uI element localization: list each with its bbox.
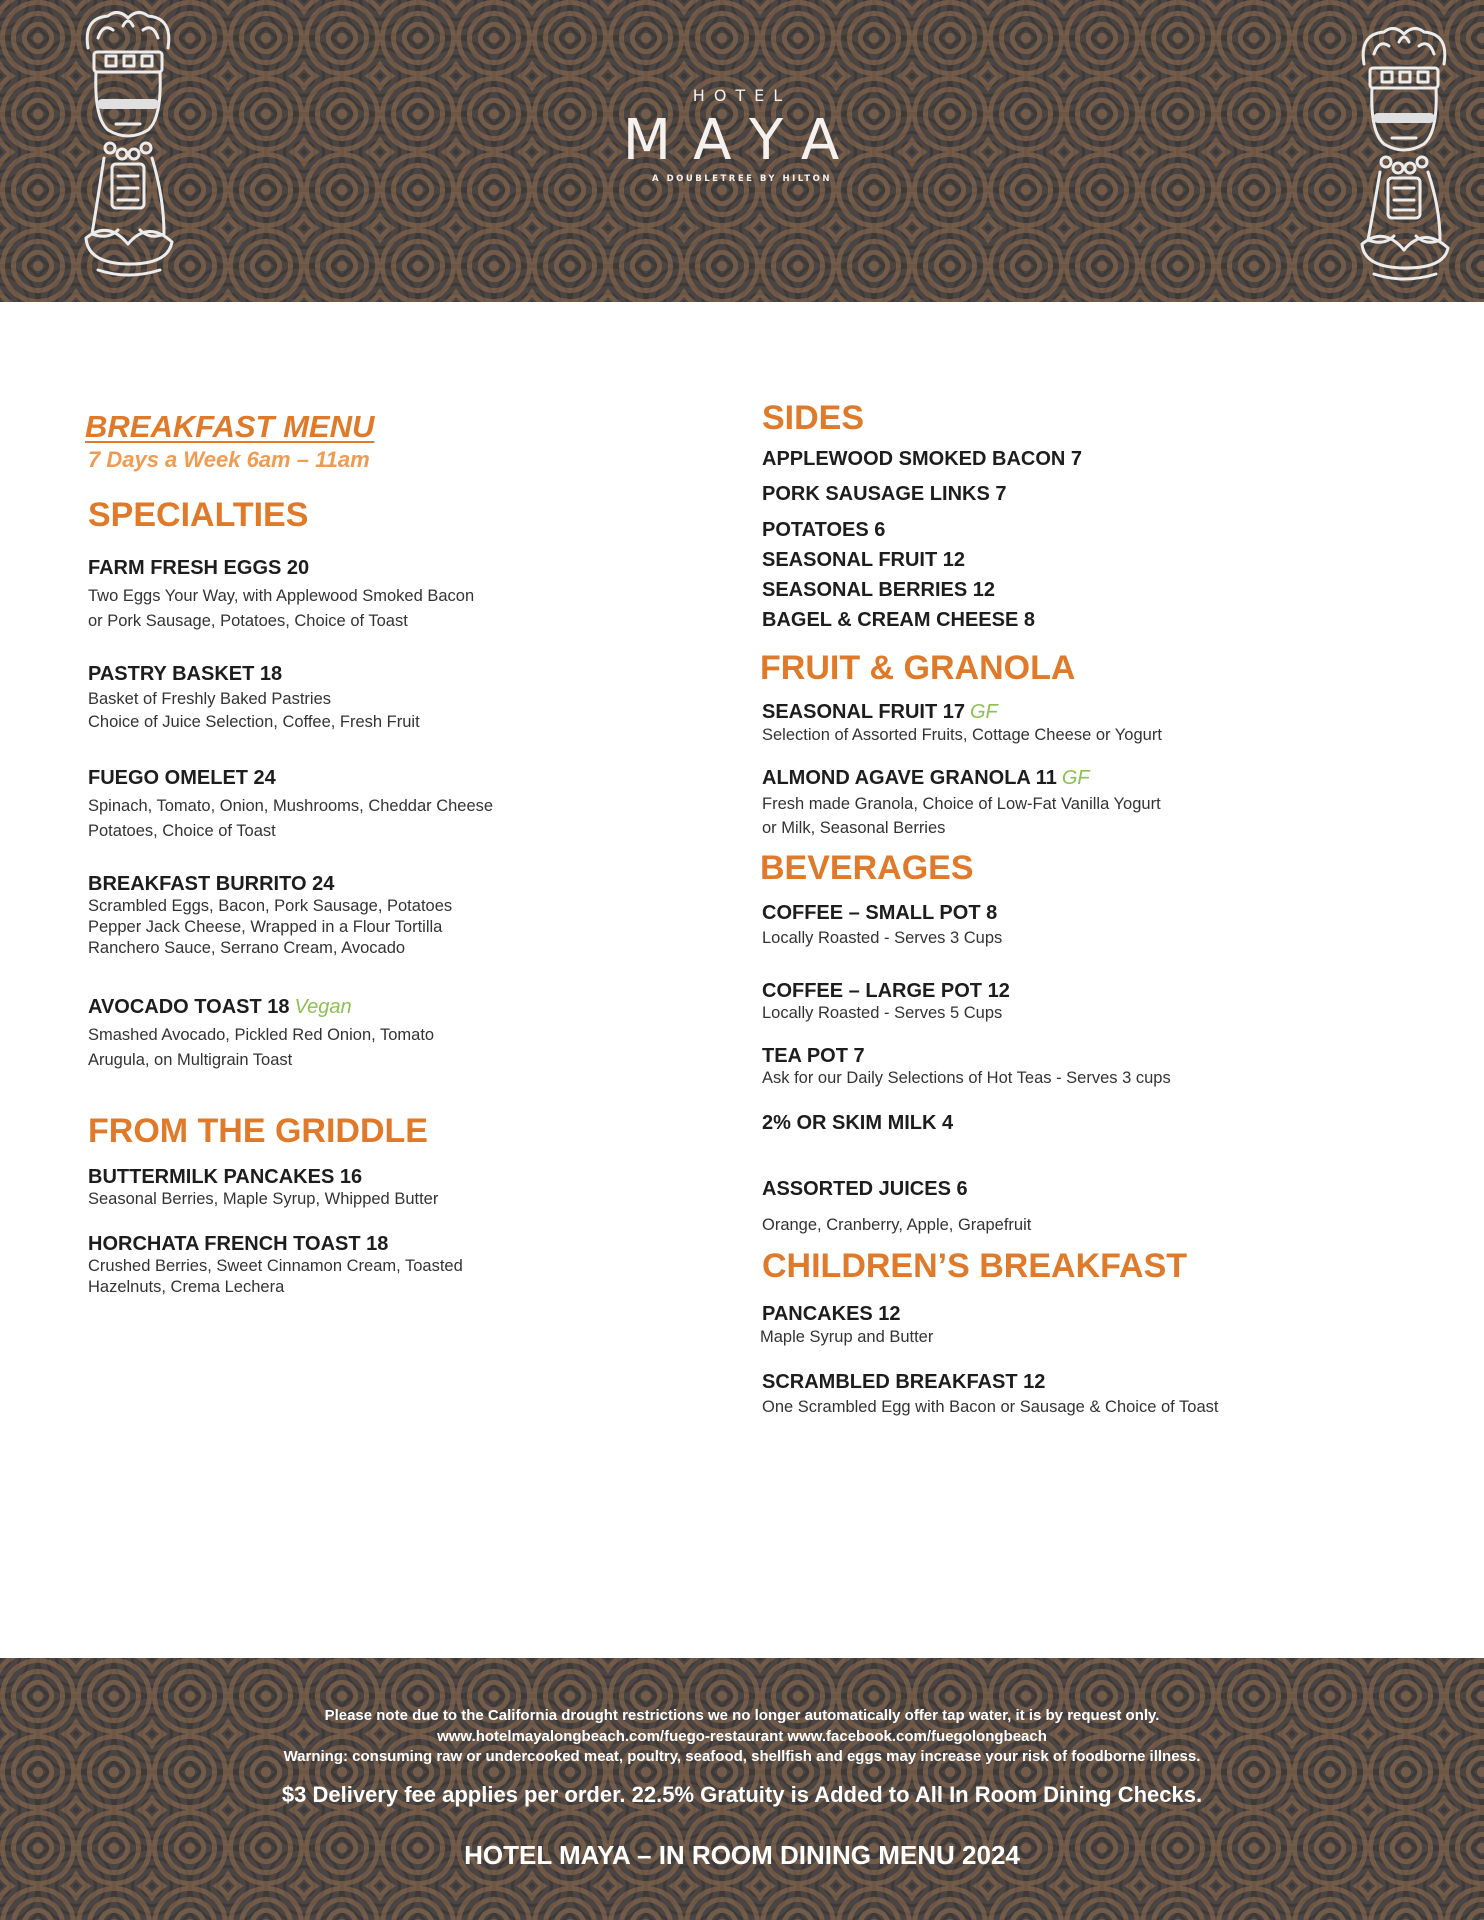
menu-item	[762, 1177, 1402, 1236]
item-name: FUEGO OMELET 24	[88, 767, 276, 790]
item-name: PASTRY BASKET 18	[88, 663, 283, 686]
gf-tag: GF	[970, 700, 998, 723]
item-description	[88, 688, 648, 734]
item-description-line: Selection of Assorted Fruits, Cottage Cheese or Yogurt	[762, 725, 1162, 744]
item-description	[88, 1256, 648, 1298]
menu-item	[762, 979, 1402, 1024]
item-name-row	[88, 995, 648, 1019]
vegan-tag: Vegan	[294, 996, 352, 1019]
item-name: BREAKFAST BURRITO 24	[88, 873, 335, 896]
item-description-line: Locally Roasted - Serves 3 Cups	[762, 929, 1003, 948]
item-name: 2% OR SKIM MILK 4	[762, 1112, 954, 1135]
item-name: SCRAMBLED BREAKFAST 12	[762, 1370, 1046, 1393]
item-description-line: Basket of Freshly Baked Pastries	[88, 690, 332, 709]
section-title-beverages: BEVERAGES	[760, 848, 974, 887]
menu-item	[762, 1111, 1402, 1135]
sides-list	[762, 447, 1402, 638]
item-description	[762, 927, 1402, 949]
item-description	[88, 794, 648, 844]
item-name: AVOCADO TOAST 18	[88, 996, 290, 1019]
item-name: TEA POT 7	[762, 1045, 865, 1068]
item-description	[760, 1326, 1402, 1348]
side-item: APPLEWOOD SMOKED BACON 7	[762, 448, 1083, 471]
menu-item	[762, 1370, 1402, 1418]
item-name-row	[762, 700, 1402, 724]
logo-subtitle: A DOUBLETREE BY HILTON	[652, 174, 832, 184]
item-description-line: Locally Roasted - Serves 5 Cups	[762, 1004, 1003, 1023]
food-safety-warning: Warning: consuming raw or undercooked meat, poultry, seafood, shellfish and eggs may increase your risk of foodborne illness.	[283, 1748, 1201, 1765]
menu-item	[88, 662, 648, 734]
item-description-line: Ranchero Sauce, Serrano Cream, Avocado	[88, 939, 406, 958]
item-description	[88, 1023, 648, 1073]
item-description-line: or Milk, Seasonal Berries	[762, 818, 946, 837]
item-description-line: Hazelnuts, Crema Lechera	[88, 1277, 285, 1296]
menu-item	[762, 700, 1402, 746]
drought-note: Please note due to the California drought restrictions we no longer automatically offer tap water, it is by request only.	[324, 1707, 1160, 1724]
right-menu-column	[762, 400, 1402, 1418]
header-banner	[0, 0, 1484, 302]
item-description-line: Arugula, on Multigrain Toast	[88, 1051, 293, 1070]
item-description	[762, 792, 1402, 840]
item-name: FARM FRESH EGGS 20	[88, 557, 310, 580]
item-description-line: Orange, Cranberry, Apple, Grapefruit	[762, 1216, 1032, 1235]
mayan-idol-illustration	[1344, 8, 1464, 288]
item-description-line: Pepper Jack Cheese, Wrapped in a Flour Tortilla	[88, 918, 443, 937]
item-description	[762, 1396, 1402, 1418]
logo-hotel-word: HOTEL	[692, 86, 792, 105]
section-title-griddle: FROM THE GRIDDLE	[88, 1112, 428, 1151]
side-item: POTATOES 6	[762, 519, 886, 542]
item-description-line: Maple Syrup and Butter	[760, 1327, 934, 1346]
menu-item	[762, 901, 1402, 949]
item-name: ALMOND AGAVE GRANOLA 11	[762, 766, 1057, 789]
menu-item	[762, 1044, 1402, 1089]
item-description	[762, 1068, 1402, 1089]
menu-item	[88, 995, 648, 1073]
item-description-line: Crushed Berries, Sweet Cinnamon Cream, Toasted	[88, 1256, 463, 1275]
section-title-fruit-granola: FRUIT & GRANOLA	[760, 649, 1076, 688]
item-name: BUTTERMILK PANCAKES 16	[88, 1165, 363, 1188]
item-description-line: Spinach, Tomato, Onion, Mushrooms, Cheddar Cheese	[88, 797, 494, 816]
item-description-line: Two Eggs Your Way, with Applewood Smoked Bacon	[88, 587, 475, 606]
side-item: PORK SAUSAGE LINKS 7	[762, 483, 1007, 506]
gf-tag: GF	[1061, 766, 1090, 789]
footer-notes	[0, 1706, 1484, 1768]
logo-maya-word: MAYA	[622, 108, 862, 173]
item-description-line: Choice of Juice Selection, Coffee, Fresh Fruit	[88, 713, 420, 732]
item-name: COFFEE – SMALL POT 8	[762, 902, 998, 925]
item-description	[88, 1189, 648, 1210]
menu-item	[88, 1232, 648, 1298]
footer-title: HOTEL MAYA – IN ROOM DINING MENU 2024	[464, 1840, 1020, 1870]
item-description-line: Ask for our Daily Selections of Hot Teas - Serves 3 cups	[762, 1069, 1171, 1088]
menu-item	[88, 872, 648, 959]
menu-item	[762, 766, 1402, 840]
section-title-sides: SIDES	[762, 399, 865, 437]
item-name: COFFEE – LARGE POT 12	[762, 980, 1010, 1003]
side-item: SEASONAL BERRIES 12	[762, 579, 996, 602]
item-description	[762, 724, 1402, 746]
footer-links[interactable]: www.hotelmayalongbeach.com/fuego-restaurant www.facebook.com/fuegolongbeach	[437, 1727, 1047, 1745]
delivery-fee-note: $3 Delivery fee applies per order. 22.5% Gratuity is Added to All In Room Dining Checks.	[281, 1782, 1203, 1807]
breakfast-hours: 7 Days a Week 6am – 11am	[88, 446, 370, 472]
item-description-line: Fresh made Granola, Choice of Low-Fat Vanilla Yogurt	[762, 794, 1161, 813]
menu-item	[88, 766, 648, 844]
item-name: HORCHATA FRENCH TOAST 18	[88, 1232, 389, 1255]
left-menu-column	[85, 400, 648, 1298]
item-name: PANCAKES 12	[762, 1302, 901, 1325]
item-description-line: Smashed Avocado, Pickled Red Onion, Tomato	[88, 1026, 435, 1045]
item-description-line: One Scrambled Egg with Bacon or Sausage & Choice of Toast	[762, 1397, 1219, 1416]
item-description	[88, 584, 648, 634]
item-description	[88, 896, 648, 959]
side-item: SEASONAL FRUIT 12	[762, 549, 965, 572]
section-title-specialties: SPECIALTIES	[88, 496, 309, 535]
menu-item	[88, 1165, 648, 1210]
item-description-line: Seasonal Berries, Maple Syrup, Whipped Butter	[88, 1189, 439, 1208]
item-name: SEASONAL FRUIT 17	[762, 700, 965, 723]
item-name-row	[762, 766, 1402, 790]
item-description	[762, 1215, 1402, 1236]
item-description	[762, 1003, 1402, 1024]
side-item: BAGEL & CREAM CHEESE 8	[762, 609, 1036, 632]
menu-item	[762, 1302, 1402, 1348]
item-description-line: Potatoes, Choice of Toast	[88, 822, 276, 841]
breakfast-menu-title: BREAKFAST MENU	[85, 409, 375, 444]
item-name: ASSORTED JUICES 6	[762, 1178, 968, 1201]
item-description-line: or Pork Sausage, Potatoes, Choice of Toast	[88, 612, 408, 631]
section-title-children: CHILDREN’S BREAKFAST	[762, 1247, 1188, 1286]
item-description-line: Scrambled Eggs, Bacon, Pork Sausage, Potatoes	[88, 897, 453, 916]
menu-item	[88, 556, 648, 634]
